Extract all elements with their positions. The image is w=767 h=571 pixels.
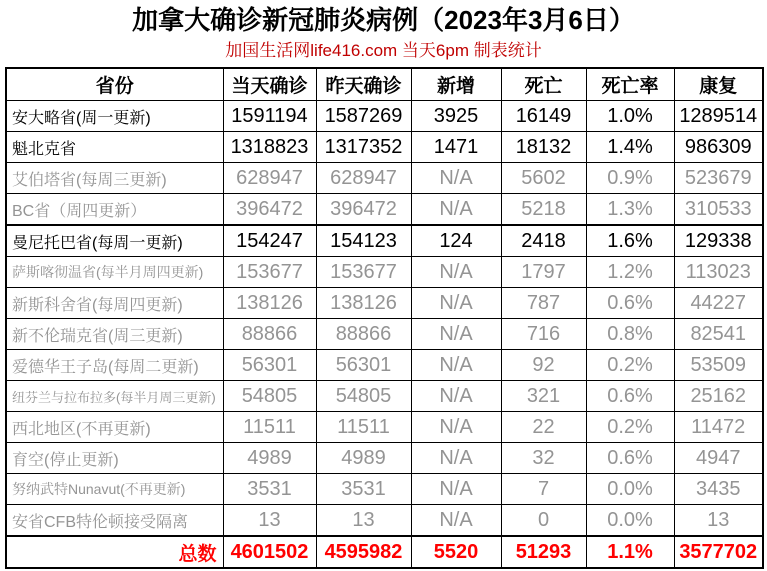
table-row [6,101,763,132]
cell-death-rate: 0.6% [586,381,674,412]
cell-yesterday: 396472 [316,194,411,226]
cell-province: BC省（周四更新） [6,194,223,226]
cell-death-rate: 1.2% [586,257,674,288]
table-row [6,474,763,505]
cell-new: N/A [411,194,501,226]
cell-today: 54805 [223,381,316,412]
cell-death-rate: 1.4% [586,132,674,163]
cell-today: 628947 [223,163,316,194]
cell-province: 爱德华王子岛(每周二更新) [6,350,223,381]
cell-recovered: 523679 [674,163,763,194]
cell-new: 5520 [411,536,501,568]
cell-death-rate: 1.0% [586,101,674,132]
cell-death-rate: 1.6% [586,225,674,257]
cell-death-rate: 0.2% [586,350,674,381]
cell-today: 4601502 [223,536,316,568]
header-row [6,68,763,101]
cell-deaths: 92 [501,350,586,381]
cell-death-rate: 0.6% [586,443,674,474]
cell-death-rate: 1.3% [586,194,674,226]
cell-today: 1591194 [223,101,316,132]
cell-death-rate: 0.0% [586,474,674,505]
table-row [6,288,763,319]
cell-deaths: 51293 [501,536,586,568]
cell-deaths: 0 [501,505,586,537]
cell-deaths: 32 [501,443,586,474]
cell-new: N/A [411,443,501,474]
column-header-recovered: 康复 [674,68,763,101]
table-row [6,257,763,288]
cell-yesterday: 4989 [316,443,411,474]
cell-today: 11511 [223,412,316,443]
table-row [6,536,763,568]
cell-recovered: 53509 [674,350,763,381]
page-title: 加拿大确诊新冠肺炎病例（2023年3月6日） [132,5,635,35]
cell-deaths: 787 [501,288,586,319]
cell-province: 艾伯塔省(每周三更新) [6,163,223,194]
cell-death-rate: 0.0% [586,505,674,537]
cell-yesterday: 153677 [316,257,411,288]
cell-deaths: 7 [501,474,586,505]
cell-yesterday: 4595982 [316,536,411,568]
cell-today: 3531 [223,474,316,505]
cell-recovered: 13 [674,505,763,537]
cell-deaths: 1797 [501,257,586,288]
table-row [6,132,763,163]
cell-today: 396472 [223,194,316,226]
cell-deaths: 321 [501,381,586,412]
cell-deaths: 2418 [501,225,586,257]
cell-death-rate: 0.6% [586,288,674,319]
table-row [6,319,763,350]
cell-today: 1318823 [223,132,316,163]
cell-yesterday: 628947 [316,163,411,194]
cell-yesterday: 1317352 [316,132,411,163]
cell-recovered: 82541 [674,319,763,350]
cell-new: N/A [411,257,501,288]
covid-stats-page [0,2,767,571]
table-body [6,101,763,569]
cell-province: 新不伦瑞克省(周三更新) [6,319,223,350]
cell-yesterday: 3531 [316,474,411,505]
cell-recovered: 44227 [674,288,763,319]
column-header-deaths: 死亡 [501,68,586,101]
cell-deaths: 16149 [501,101,586,132]
column-header-yesterday: 昨天确诊 [316,68,411,101]
covid-table [5,67,764,569]
cell-province: 魁北克省 [6,132,223,163]
cell-today: 4989 [223,443,316,474]
table-row [6,163,763,194]
cell-recovered: 3435 [674,474,763,505]
cell-recovered: 986309 [674,132,763,163]
column-header-new: 新增 [411,68,501,101]
cell-today: 153677 [223,257,316,288]
cell-new: 1471 [411,132,501,163]
cell-today: 13 [223,505,316,537]
cell-yesterday: 54805 [316,381,411,412]
cell-death-rate: 0.8% [586,319,674,350]
cell-province: 安省CFB特伦顿接受隔离 [6,505,223,537]
cell-new: N/A [411,412,501,443]
cell-deaths: 5218 [501,194,586,226]
cell-recovered: 129338 [674,225,763,257]
cell-recovered: 3577702 [674,536,763,568]
cell-province: 曼尼托巴省(每周一更新) [6,225,223,257]
source-note: 加国生活网life416.com 当天6pm 制表统计 [225,41,542,60]
table-row [6,350,763,381]
cell-province: 萨斯喀彻温省(每半月周四更新) [6,257,223,288]
cell-new: 124 [411,225,501,257]
column-header-province: 省份 [6,68,223,101]
cell-today: 56301 [223,350,316,381]
cell-new: 3925 [411,101,501,132]
cell-today: 138126 [223,288,316,319]
cell-province: 安大略省(周一更新) [6,101,223,132]
cell-death-rate: 0.9% [586,163,674,194]
cell-recovered: 310533 [674,194,763,226]
cell-new: N/A [411,350,501,381]
table-row [6,194,763,226]
table-row [6,412,763,443]
cell-yesterday: 154123 [316,225,411,257]
cell-recovered: 11472 [674,412,763,443]
cell-new: N/A [411,474,501,505]
cell-province: 总数 [6,536,223,568]
cell-deaths: 22 [501,412,586,443]
cell-yesterday: 138126 [316,288,411,319]
cell-recovered: 113023 [674,257,763,288]
cell-recovered: 4947 [674,443,763,474]
cell-new: N/A [411,319,501,350]
cell-province: 纽芬兰与拉布拉多(每半月周三更新) [6,381,223,412]
cell-yesterday: 11511 [316,412,411,443]
cell-yesterday: 13 [316,505,411,537]
cell-yesterday: 1587269 [316,101,411,132]
cell-yesterday: 56301 [316,350,411,381]
table-row [6,225,763,257]
cell-new: N/A [411,288,501,319]
cell-deaths: 5602 [501,163,586,194]
cell-province: 育空(停止更新) [6,443,223,474]
cell-new: N/A [411,381,501,412]
cell-province: 努纳武特Nunavut(不再更新) [6,474,223,505]
table-row [6,443,763,474]
cell-recovered: 25162 [674,381,763,412]
cell-new: N/A [411,505,501,537]
table-row [6,505,763,537]
column-header-death-rate: 死亡率 [586,68,674,101]
cell-deaths: 716 [501,319,586,350]
cell-deaths: 18132 [501,132,586,163]
cell-death-rate: 1.1% [586,536,674,568]
table-header [6,68,763,101]
cell-today: 154247 [223,225,316,257]
cell-province: 新斯科舍省(每周四更新) [6,288,223,319]
cell-new: N/A [411,163,501,194]
column-header-today: 当天确诊 [223,68,316,101]
table-row [6,381,763,412]
cell-death-rate: 0.2% [586,412,674,443]
cell-yesterday: 88866 [316,319,411,350]
cell-today: 88866 [223,319,316,350]
cell-recovered: 1289514 [674,101,763,132]
cell-province: 西北地区(不再更新) [6,412,223,443]
